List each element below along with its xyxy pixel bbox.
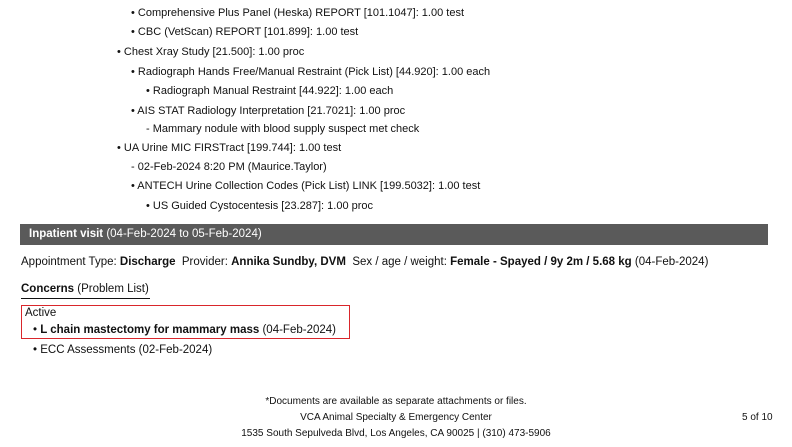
provider-value: Annika Sundby, DVM [231,256,346,268]
bullet: • [33,324,38,336]
concern-date: (04-Feb-2024) [262,324,336,336]
concerns-subtitle: (Problem List) [77,283,149,295]
visit-header-dates: (04-Feb-2024 to 05-Feb-2024) [106,228,262,240]
concerns-title: Concerns [21,283,75,295]
sex-age-weight-label: Sex / age / weight: [352,256,447,268]
concerns-heading [21,283,149,295]
order-line: • US Guided Cystocentesis [23.287]: 1.00 proc [146,200,374,212]
order-line: • CBC (VetScan) REPORT [101.899]: 1.00 test [131,26,359,38]
concerns-status: Active [25,307,57,319]
sex-age-weight-value: Female - Spayed / 9y 2m / 5.68 kg [450,256,632,268]
sex-age-weight-date: (04-Feb-2024) [634,256,709,268]
footer-note: *Documents are available as separate attachments or files. [265,396,527,407]
page-number: 5 of 10 [742,412,773,423]
concern-item [33,323,336,337]
visit-header-title: Inpatient visit [29,228,104,240]
concern-name: L chain mastectomy for mammary mass [40,324,260,336]
order-line: • AIS STAT Radiology Interpretation [21.7021]: 1.00 proc [131,105,406,117]
footer-address: 1535 South Sepulveda Blvd, Los Angeles, CA 90025 | (310) 473-5906 [241,428,551,439]
order-note: - 02-Feb-2024 8:20 PM (Maurice.Taylor) [131,161,327,173]
concern-name: ECC Assessments [40,344,136,356]
order-line: • ANTECH Urine Collection Codes (Pick List) LINK [199.5032]: 1.00 test [131,180,481,192]
footer-org: VCA Animal Specialty & Emergency Center [300,412,492,423]
order-line: • UA Urine MIC FIRSTract [199.744]: 1.00 test [117,142,342,154]
order-line: • Comprehensive Plus Panel (Heska) REPORT [101.1047]: 1.00 test [131,7,465,19]
appointment-type-value: Discharge [119,256,176,268]
visit-header-bar [20,224,768,245]
order-note: - Mammary nodule with blood supply suspect met check [146,123,420,135]
order-line: • Chest Xray Study [21.500]: 1.00 proc [117,46,305,58]
bullet: • [33,344,38,356]
concern-date: (02-Feb-2024) [138,344,213,356]
provider-label: Provider: [181,256,228,268]
concerns-underline [21,298,150,299]
appointment-type-label: Appointment Type: [21,256,117,268]
concern-item [33,343,212,357]
order-line: • Radiograph Manual Restraint [44.922]: 1.00 each [146,85,394,97]
appointment-line [21,256,708,268]
order-line: • Radiograph Hands Free/Manual Restraint (Pick List) [44.920]: 1.00 each [131,66,491,78]
